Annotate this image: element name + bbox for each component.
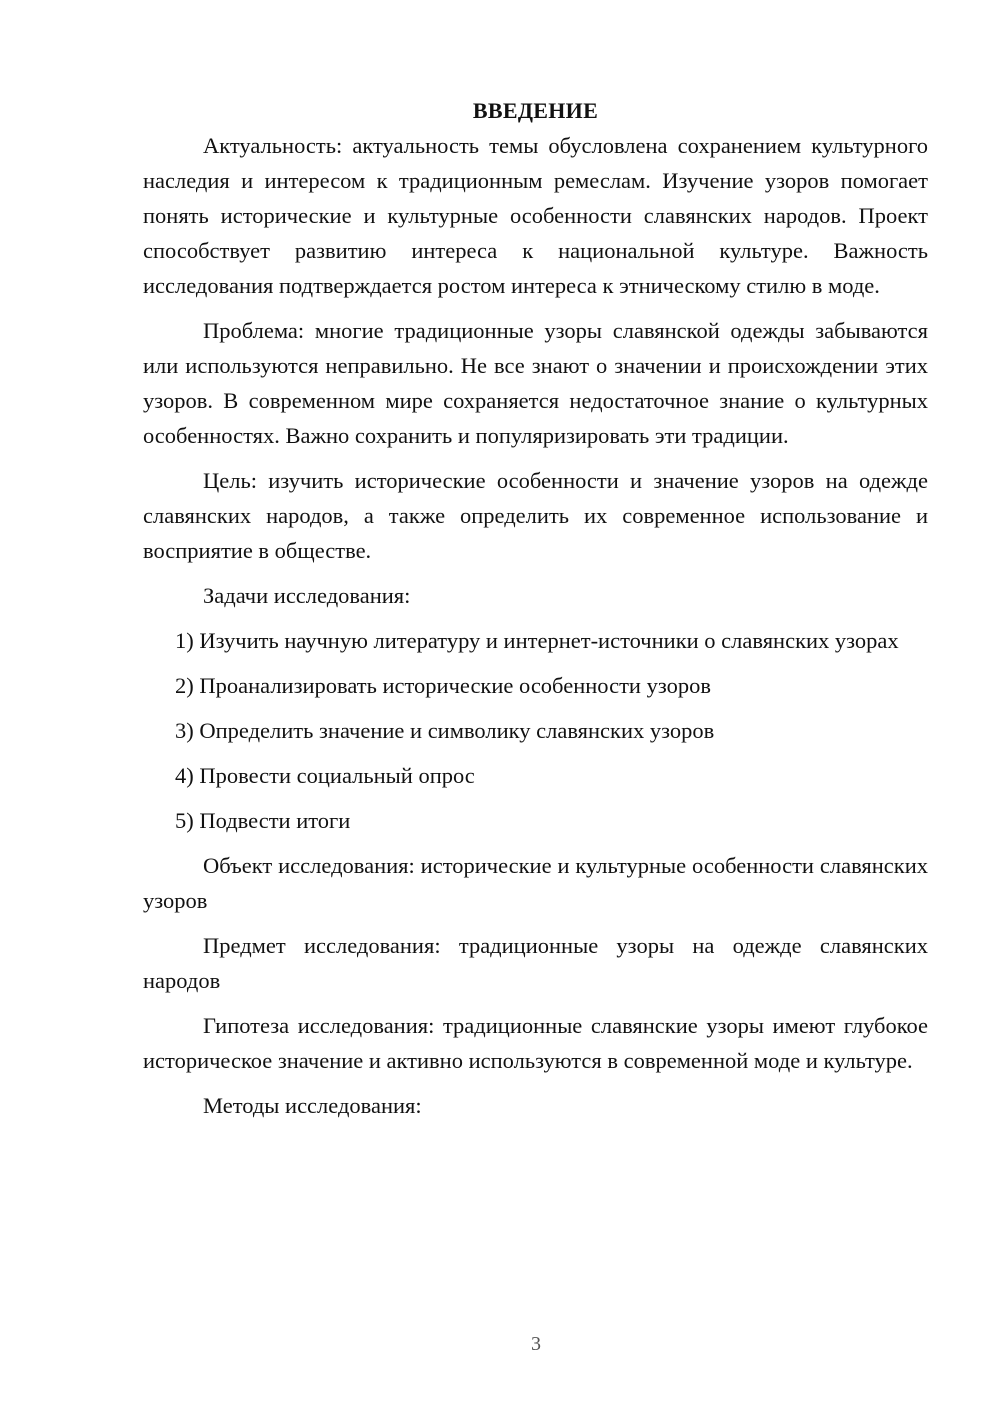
- page-number: 3: [531, 1333, 541, 1355]
- tasks-list: [143, 623, 928, 838]
- section-title: ВВЕДЕНИЕ: [472, 98, 599, 123]
- page-content: [143, 94, 928, 1123]
- list-item: 4) Провести социальный опрос: [175, 763, 475, 788]
- paragraph-object: Объект исследования: исторические и культурные особенности славянских узоров: [143, 853, 928, 913]
- paragraph-goal: Цель: изучить исторические особенности и значение узоров на одежде славянских народов, а также определить их современное использование и восприятие в обществе.: [143, 468, 928, 563]
- list-item: 5) Подвести итоги: [175, 808, 351, 833]
- paragraph-problem: Проблема: многие традиционные узоры славянской одежды забываются или используются неправильно. Не все знают о значении и происхождении этих узоров. В современном мире сохраняется недостаточное знание о культурных особенностях. Важно сохранить и популяризировать эти традиции.: [143, 318, 928, 448]
- paragraph-hypothesis: Гипотеза исследования: традиционные славянские узоры имеют глубокое историческое значение и активно используются в современной моде и культуре.: [143, 1013, 928, 1073]
- list-item: 2) Проанализировать исторические особенности узоров: [175, 673, 711, 698]
- tasks-heading: Задачи исследования:: [203, 583, 411, 608]
- paragraph-subject: Предмет исследования: традиционные узоры на одежде славянских народов: [143, 933, 928, 993]
- paragraph-relevance: Актуальность: актуальность темы обусловлена сохранением культурного наследия и интересом к традиционным ремеслам. Изучение узоров помогает понять исторические и культурные особенности славянских народов. Проект способствует развитию интереса к национальной культуре. Важность исследования подтверждается ростом интереса к этническому стилю в моде.: [143, 133, 928, 298]
- list-item: 1) Изучить научную литературу и интернет-источники о славянских узорах: [175, 628, 899, 653]
- methods-heading: Методы исследования:: [203, 1093, 422, 1118]
- list-item: 3) Определить значение и символику славянских узоров: [175, 718, 715, 743]
